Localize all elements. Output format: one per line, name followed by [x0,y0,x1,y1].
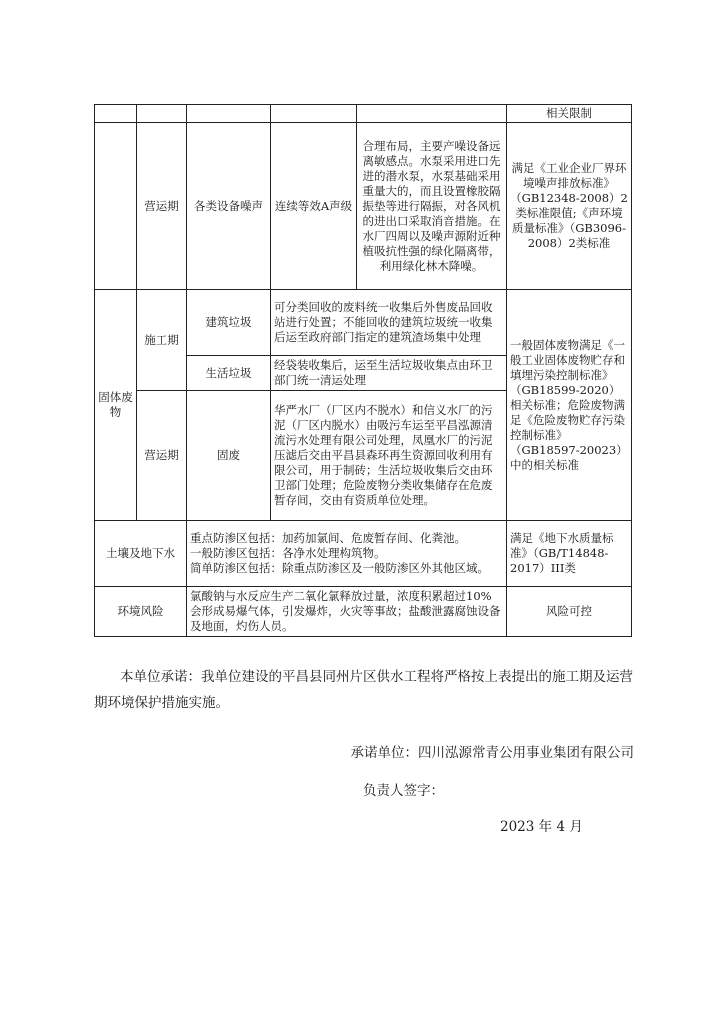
noise-limit: 满足《工业企业厂界环境噪声排放标准》（GB12348-2008）2类标准限值;《声环境质量标准》（GB3096-2008）2类标准 [507,123,632,290]
date-line: 2023 年 4 月 [500,819,583,835]
solid-construction-waste: 建筑垃圾 [187,290,271,356]
solid-category: 固体废物 [95,290,137,521]
noise-period: 营运期 [137,123,187,290]
soil-limit: 满足《地下水质量标准》（GB/T14848-2017）III类 [507,521,632,587]
header-limit: 相关限制 [507,105,632,123]
soil-line-1: 重点防渗区包括：加药加氯间、危废暂存间、化粪池。 [190,531,466,545]
table-cell [187,105,271,123]
soil-measure [187,521,507,587]
table-cell [357,105,507,123]
solid-construction-waste-measure: 可分类回收的废料统一收集后外售废品回收站进行处置；不能回收的建筑垃圾统一收集后运至政府部门指定的建筑渣场集中处理 [271,290,507,356]
risk-category: 环境风险 [95,587,187,637]
table-row [95,521,632,587]
solid-waste: 固废 [187,391,271,521]
risk-limit: 风险可控 [507,587,632,637]
noise-type: 连续等效A声级 [271,123,357,290]
soil-line-2: 一般防渗区包括：各净水处理构筑物。 [190,546,386,560]
table-row [95,587,632,637]
table-row [95,123,632,290]
signature-label: 负责人签字： [363,783,444,799]
noise-measure: 合理布局，主要产噪设备远离敏感点。水泵采用进口先进的潜水泵，水泵基础采用重量大的，而且设置橡胶隔振垫等进行隔振，对各风机的进出口采取消音措施。在水厂四周以及噪声源附近种植吸抗性强的绿化隔离带，利用绿化林木降噪。 [357,123,507,290]
table-cell [271,105,357,123]
noise-source: 各类设备噪声 [187,123,271,290]
table-cell [137,105,187,123]
table-cell [95,123,137,290]
signer-line: 承诺单位：四川泓源常青公用事业集团有限公司 [350,745,634,761]
table-row [95,105,632,123]
risk-measure: 氯酸钠与水反应生产二氧化氯释放过量，浓度积累超过10%会形成易爆气体，引发爆炸，火灾等事故；盐酸泄露腐蚀设备及地面，灼伤人员。 [187,587,507,637]
solid-waste-measure: 华严水厂（厂区内不脱水）和信义水厂的污泥（厂区内脱水）由吸污车运至平昌泓源清流污水处理有限公司处理，凤凰水厂的污泥压滤后交由平昌县森环再生资源回收利用有限公司，用于制砖；生活垃圾收集后交由环卫部门处理；危险废物分类收集储存在危废暂存间，交由有资质单位处理。 [271,391,507,521]
solid-construction-period: 施工期 [137,290,187,391]
solid-operation-period: 营运期 [137,391,187,521]
commitment-paragraph: 本单位承诺：我单位建设的平昌县同州片区供水工程将严格按上表提出的施工期及运营期环境保护措施实施。 [94,669,633,711]
table-cell [95,105,137,123]
solid-domestic-waste-measure: 经袋装收集后，运至生活垃圾收集点由环卫部门统一清运处理 [271,356,507,391]
soil-line-3: 简单防渗区包括：除重点防渗区及一般防渗区外其他区域。 [190,561,489,575]
environmental-measures-table [94,104,632,637]
solid-limit: 一般固体废物满足《一般工业固体废物贮存和填埋污染控制标准》（GB18599-2020）相关标准；危险废物满足《危险废物贮存污染控制标准》（GB18597-20023）中的相关标准 [507,290,632,521]
solid-domestic-waste: 生活垃圾 [187,356,271,391]
soil-category: 土壤及地下水 [95,521,187,587]
table-row [95,290,632,356]
